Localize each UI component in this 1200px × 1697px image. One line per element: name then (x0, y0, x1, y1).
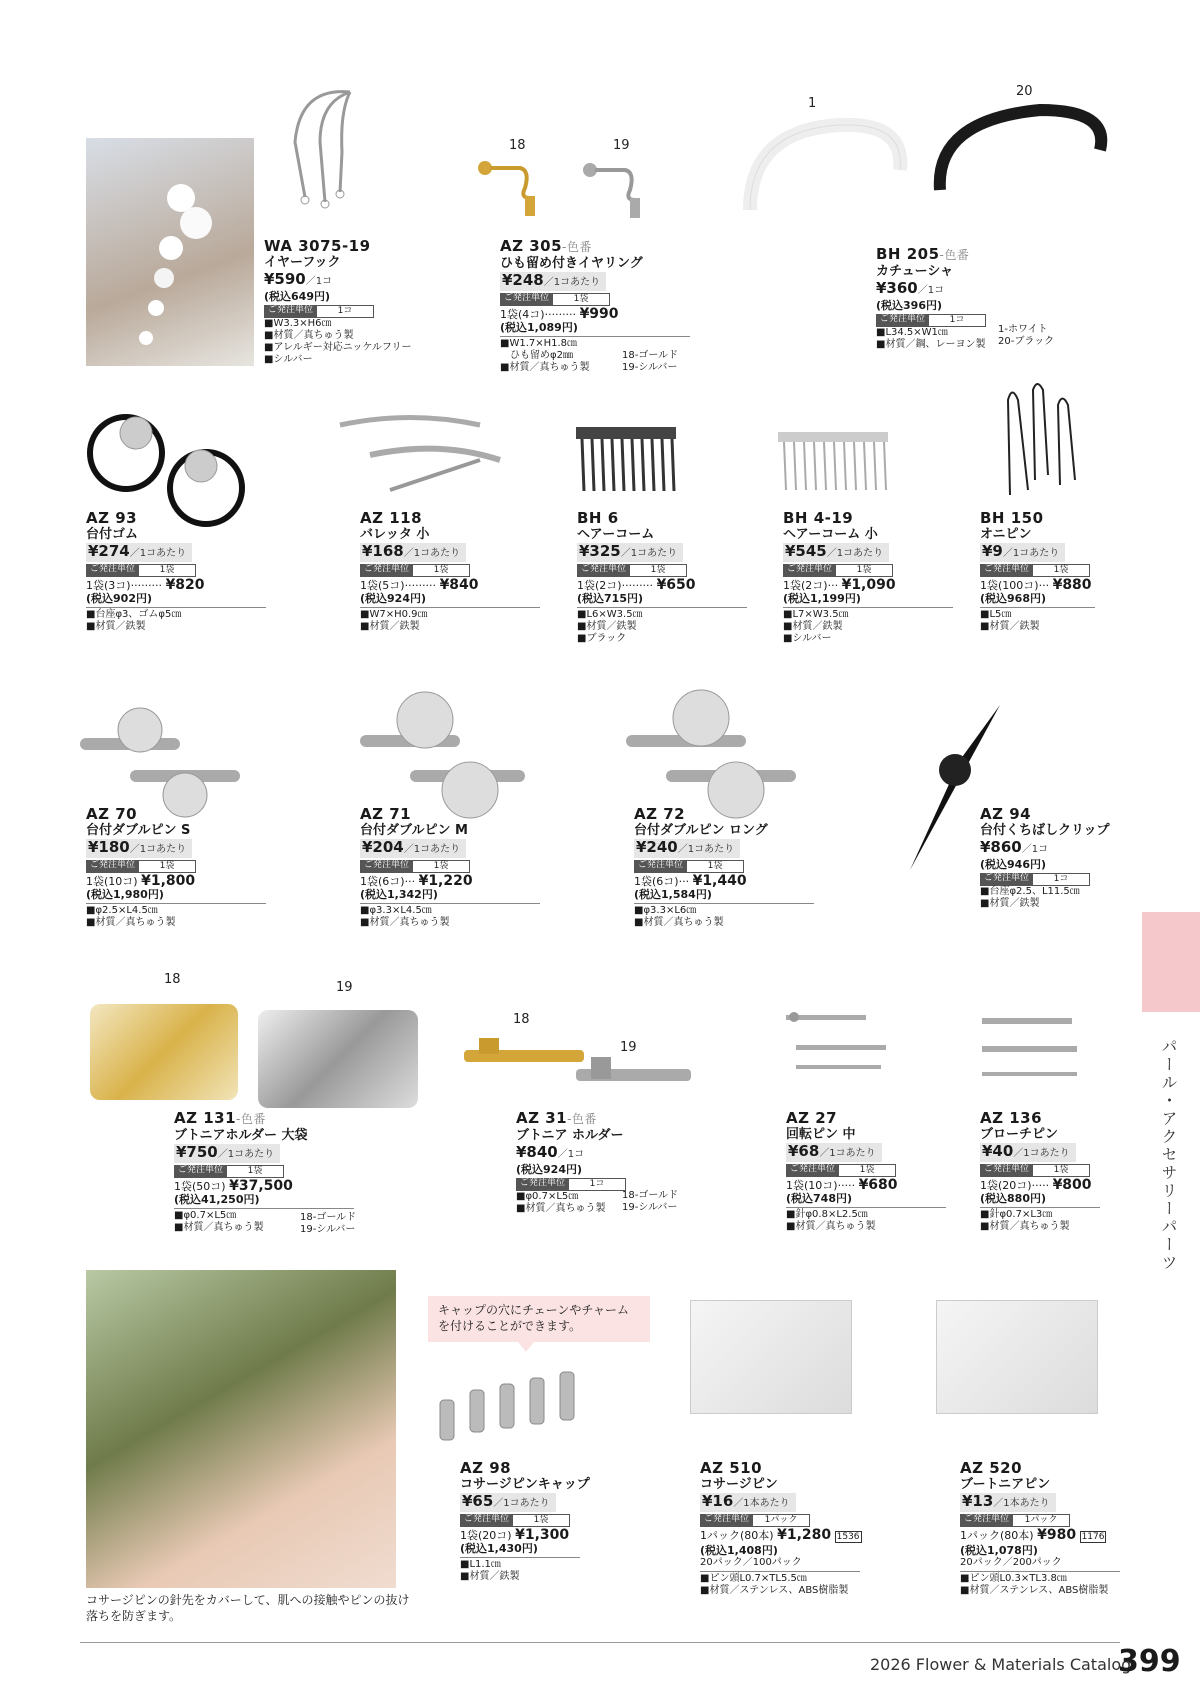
color-option: 18-ゴールド (300, 1212, 357, 1223)
bulk-price: ¥880 (1052, 577, 1092, 593)
spec-2: ■材質／真ちゅう製 (634, 917, 724, 928)
order-unit-label: ご発注単位 (960, 1514, 1013, 1527)
spec-2: ■材質／真ちゅう製 (86, 917, 176, 928)
spec-1: ■W1.7×H1.8㎝ (500, 338, 578, 349)
product-price: ¥750 (176, 1143, 218, 1161)
bulk-qty: 1袋(6コ)··· (634, 875, 690, 888)
spec-3: ■アレルギー対応ニッケルフリー (264, 342, 412, 353)
product-code: AZ 305 (500, 237, 563, 255)
color-option: 1-ホワイト (998, 324, 1048, 335)
bulk-qty: 1袋(20コ) (460, 1529, 512, 1542)
price-unit: ／1コあたり (543, 277, 601, 288)
product-az510 (700, 1460, 920, 1597)
bulk-qty: 1袋(2コ)··· (783, 579, 839, 592)
bulk-price: ¥1,280 (777, 1527, 832, 1543)
product-az305 (500, 238, 730, 374)
tax-price: (税込1,078円) (960, 1544, 1038, 1557)
spec-1: ■φ0.7×L5㎝ (516, 1191, 579, 1202)
bulk-price: ¥1,220 (418, 873, 473, 889)
order-unit-label: ご発注単位 (360, 564, 413, 577)
tax-price: (税込1,980円) (86, 888, 164, 901)
product-code: AZ 510 (700, 1459, 763, 1477)
tax-price: (税込1,089円) (500, 321, 578, 334)
order-unit-value: 1袋 (1033, 1164, 1090, 1177)
corsage-pins-box-photo (690, 1300, 852, 1414)
spec-1: ■φ3.3×L6㎝ (634, 905, 697, 916)
price-unit: ／1コあたり (129, 548, 187, 559)
bulk-price: ¥650 (656, 577, 696, 593)
color-option: 19-シルバー (622, 1202, 678, 1213)
footer-divider (80, 1642, 1120, 1643)
price-unit: ／1コあたり (819, 1148, 876, 1159)
order-unit-value: 1袋 (630, 564, 687, 577)
spec-2: ■材質／鉄製 (980, 621, 1040, 632)
spec-2: ■材質／真ちゅう製 (264, 330, 354, 341)
order-unit-label: ご発注単位 (500, 293, 553, 306)
spec-2: ■材質／真ちゅう製 (360, 917, 450, 928)
ear-hook-illustration (280, 82, 390, 222)
tax-price: (税込1,584円) (634, 888, 712, 901)
rotating-pin-illustration (786, 1005, 896, 1085)
az31-color-label-18: 18 (513, 1012, 530, 1027)
order-unit-label: ご発注単位 (783, 564, 836, 577)
tax-price: (税込1,430円) (460, 1542, 538, 1555)
order-unit-value: 1袋 (553, 293, 610, 306)
bulk-qty: 1袋(10コ) (86, 875, 138, 888)
order-unit-value: 1袋 (227, 1165, 284, 1178)
tax-price: (税込715円) (577, 592, 644, 605)
order-unit-value: 1袋 (687, 860, 744, 873)
price-unit: ／1コあたり (493, 1498, 550, 1509)
boutonniere-holder-gold-illustration (464, 1030, 594, 1070)
product-name: 台付ダブルピン M (360, 823, 468, 838)
order-unit-value: 1袋 (413, 860, 470, 873)
product-code: AZ 31 (516, 1109, 568, 1127)
product-code: AZ 71 (360, 805, 412, 823)
bulk-qty: 1袋(4コ)········· (500, 308, 577, 321)
price-unit: ／1コあたり (403, 844, 461, 855)
spec-1: ■ピン頭L0.3×TL3.8㎝ (960, 1573, 1067, 1584)
boutonniere-holder-silver-bag (258, 1010, 418, 1108)
order-unit-label: ご発注単位 (876, 314, 929, 327)
color-option: 18-ゴールド (622, 350, 679, 361)
order-unit-value: 1コ (1033, 873, 1090, 886)
bulk-qty: 1袋(5コ)········· (360, 579, 437, 592)
spec-2: ■材質／鉄製 (460, 1571, 520, 1582)
product-name: ヘアーコーム 小 (783, 527, 878, 542)
product-name: ブトニア ホルダー (516, 1128, 624, 1143)
order-unit-label: ご発注単位 (86, 860, 139, 873)
bulk-price: ¥1,440 (692, 873, 747, 889)
product-bh6 (577, 510, 777, 645)
product-price: ¥590 (264, 270, 306, 288)
product-code: WA 3075-19 (264, 237, 371, 255)
bulk-tag: 1176 (1081, 1532, 1105, 1542)
az305-color-label-18: 18 (509, 138, 526, 153)
tax-price: (税込41,250円) (174, 1193, 260, 1206)
spec-1: ■L1.1㎝ (460, 1559, 501, 1570)
spec-2: ■材質／鉄製 (783, 621, 843, 632)
tax-price: (税込902円) (86, 592, 153, 605)
price-unit: ／1コあたり (1013, 1148, 1070, 1159)
double-pin-m-illustration (360, 690, 530, 810)
double-pin-long-illustration (626, 690, 796, 810)
tax-price: (税込880円) (980, 1192, 1047, 1205)
pack-options: 20パック／100パック (700, 1557, 802, 1568)
price-unit: ／1コあたり (620, 548, 678, 559)
order-unit-label: ご発注単位 (700, 1514, 753, 1527)
order-unit-label: ご発注単位 (980, 873, 1033, 886)
section-tab (1142, 912, 1200, 1012)
spec-3: ■材質／真ちゅう製 (500, 362, 590, 373)
spec-1: ■L7×W3.5㎝ (783, 609, 849, 620)
spec-1: ■針φ0.8×L2.5㎝ (786, 1209, 868, 1220)
bulk-price: ¥1,800 (141, 873, 196, 889)
order-unit-label: ご発注単位 (980, 1164, 1033, 1177)
pin-cap-illustration (435, 1360, 595, 1450)
bulk-price: ¥840 (439, 577, 479, 593)
spec-1: ■W3.3×H6㎝ (264, 318, 332, 329)
spec-2: ■材質／鉄製 (86, 621, 146, 632)
bulk-price: ¥37,500 (229, 1178, 293, 1194)
bulk-price: ¥1,090 (841, 577, 896, 593)
product-price: ¥65 (462, 1492, 494, 1510)
product-code: BH 6 (577, 509, 619, 527)
product-price: ¥274 (88, 542, 130, 560)
order-unit-label: ご発注単位 (460, 1514, 513, 1527)
order-unit-label: ご発注単位 (264, 305, 317, 318)
spec-3: ■シルバー (783, 633, 832, 644)
tax-price: (税込1,199円) (783, 592, 861, 605)
product-price: ¥240 (636, 838, 678, 856)
section-title: パール・アクセサリーパーツ (1159, 1038, 1178, 1272)
spec-2: ■材質／真ちゅう製 (516, 1203, 606, 1214)
spec-1: ■L34.5×W1㎝ (876, 327, 948, 338)
product-code: AZ 520 (960, 1459, 1023, 1477)
product-code: AZ 94 (980, 805, 1032, 823)
product-price: ¥840 (516, 1143, 558, 1161)
tax-price: (税込396円) (876, 299, 943, 312)
color-option: 18-ゴールド (622, 1190, 679, 1201)
product-price: ¥13 (962, 1492, 994, 1510)
tax-price: (税込924円) (516, 1163, 583, 1176)
headband-white-illustration (740, 110, 920, 250)
product-az94 (980, 806, 1180, 910)
price-unit: ／1コあたり (826, 548, 884, 559)
spec-2: ■材質／ステンレス、ABS樹脂製 (700, 1585, 849, 1596)
spec-1: ■ピン頭L0.7×TL5.5㎝ (700, 1573, 807, 1584)
price-unit: ／1コあたり (217, 1149, 275, 1160)
spec-2: ■材質／鉄製 (577, 621, 637, 632)
tax-price: (税込649円) (264, 290, 331, 303)
product-bh205 (876, 246, 1106, 351)
price-unit: ／1本あたり (733, 1498, 790, 1509)
color-option: 20-ブラック (998, 336, 1055, 347)
bh205-colors (998, 324, 1054, 348)
tax-price: (税込968円) (980, 592, 1047, 605)
product-name: ブトニアホルダー 大袋 (174, 1128, 308, 1143)
order-unit-value: 1コ (569, 1178, 626, 1191)
bh205-color-label-1: 1 (808, 96, 817, 111)
product-price: ¥204 (362, 838, 404, 856)
bh205-color-label-20: 20 (1016, 84, 1033, 99)
price-unit: ／1コあたり (129, 844, 187, 855)
bulk-qty: 1袋(10コ)····· (786, 1179, 856, 1192)
earring-gold-illustration (470, 158, 550, 228)
product-code: AZ 98 (460, 1459, 512, 1477)
product-price: ¥248 (502, 271, 544, 289)
az131-colors (300, 1212, 356, 1236)
barrette-illustration (330, 410, 500, 500)
order-unit-value: 1袋 (413, 564, 470, 577)
price-unit: ／1コあたり (1002, 548, 1060, 559)
color-suffix: -色番 (567, 1112, 597, 1126)
product-code: BH 205 (876, 245, 940, 263)
bulk-tag: 1536 (836, 1532, 860, 1542)
bulk-qty: 1袋(6コ)··· (360, 875, 416, 888)
tax-price: (税込924円) (360, 592, 427, 605)
color-suffix: -色番 (236, 1112, 266, 1126)
product-az27 (786, 1110, 986, 1233)
product-code: AZ 70 (86, 805, 138, 823)
order-unit-label: ご発注単位 (360, 860, 413, 873)
order-unit-value: 1コ (317, 305, 374, 318)
az305-colors (622, 350, 678, 374)
bulk-price: ¥1,300 (515, 1527, 570, 1543)
spec-1: ■針φ0.7×L3㎝ (980, 1209, 1053, 1220)
product-code: BH 150 (980, 509, 1044, 527)
bulk-qty: 1パック(80本) (700, 1529, 774, 1542)
product-price: ¥40 (982, 1142, 1014, 1160)
price-unit: ／1本あたり (993, 1498, 1050, 1509)
spec-2: ■材質／真ちゅう製 (786, 1221, 876, 1232)
product-code: BH 4-19 (783, 509, 854, 527)
order-unit-label: ご発注単位 (634, 860, 687, 873)
bulk-qty: 1袋(20コ)····· (980, 1179, 1050, 1192)
product-price: ¥860 (980, 838, 1022, 856)
tax-price: (税込946円) (980, 858, 1047, 871)
order-unit-value: 1袋 (836, 564, 893, 577)
product-price: ¥545 (785, 542, 827, 560)
product-bh150 (980, 510, 1180, 633)
price-unit: ／1コ (917, 285, 945, 296)
product-name: 回転ピン 中 (786, 1127, 856, 1142)
headband-black-illustration (930, 100, 1120, 240)
hair-comb-black-illustration (574, 425, 684, 495)
spec-1: ■L5㎝ (980, 609, 1012, 620)
product-az520 (960, 1460, 1180, 1597)
order-unit-label: ご発注単位 (174, 1165, 227, 1178)
az131-color-label-19: 19 (336, 980, 353, 995)
product-az71 (360, 806, 560, 929)
product-price: ¥68 (788, 1142, 820, 1160)
product-az118 (360, 510, 560, 633)
bulk-price: ¥990 (579, 306, 619, 322)
bulk-price: ¥980 (1037, 1527, 1077, 1543)
product-name: ヘアーコーム (577, 527, 655, 542)
spec-4: ■シルバー (264, 354, 313, 365)
product-name: イヤーフック (264, 255, 341, 270)
spec-3: ■ブラック (577, 633, 627, 644)
tax-price: (税込748円) (786, 1192, 853, 1205)
spec-2: ■材質／鉄製 (980, 898, 1040, 909)
spec-1: ■φ2.5×L4.5㎝ (86, 905, 158, 916)
product-name: 台付ダブルピン ロング (634, 823, 768, 838)
order-unit-value: 1袋 (139, 564, 196, 577)
product-price: ¥325 (579, 542, 621, 560)
order-unit-value: 1袋 (139, 860, 196, 873)
product-az93 (86, 510, 286, 633)
product-az98 (460, 1460, 660, 1583)
color-option: 19-シルバー (622, 362, 678, 373)
az305-color-label-19: 19 (613, 138, 630, 153)
boutonniere-pins-box-photo (936, 1300, 1098, 1414)
ear-hook-model-photo (86, 138, 254, 366)
order-unit-label: ご発注単位 (86, 564, 139, 577)
product-price: ¥360 (876, 279, 918, 297)
product-name: 台付ゴム (86, 527, 139, 542)
hair-comb-silver-illustration (776, 430, 896, 495)
product-bh4 (783, 510, 983, 645)
price-unit: ／1コ (1021, 844, 1049, 855)
spec-1: ■台座φ3、ゴムφ5㎝ (86, 609, 182, 620)
hair-pin-illustration (1000, 380, 1090, 500)
color-suffix: -色番 (939, 248, 970, 262)
page-number: 399 (1118, 1644, 1181, 1679)
bulk-qty: 1袋(50コ) (174, 1180, 226, 1193)
product-price: ¥180 (88, 838, 130, 856)
brooch-pin-illustration (982, 1010, 1092, 1090)
callout-bubble: キャップの穴にチェーンやチャームを付けることができます。 (428, 1296, 650, 1342)
pack-options: 20パック／200パック (960, 1557, 1062, 1568)
product-name: 台付ダブルピン S (86, 823, 191, 838)
bulk-price: ¥820 (165, 577, 205, 593)
product-code: AZ 118 (360, 509, 423, 527)
product-name: 台付くちばしクリップ (980, 823, 1110, 838)
price-unit: ／1コ (305, 276, 333, 287)
product-name: ブローチピン (980, 1127, 1059, 1142)
color-option: 19-シルバー (300, 1224, 356, 1235)
order-unit-label: ご発注単位 (577, 564, 630, 577)
spec-2: ■材質／鉄製 (360, 621, 420, 632)
price-unit: ／1コあたり (677, 844, 735, 855)
product-name: バレッタ 小 (360, 527, 430, 542)
product-az131 (174, 1110, 404, 1234)
spec-2: ■材質／ステンレス、ABS樹脂製 (960, 1585, 1109, 1596)
spec-1: ■φ0.7×L5㎝ (174, 1210, 237, 1221)
product-price: ¥9 (982, 542, 1003, 560)
product-name: コサージピンキャップ (460, 1477, 590, 1492)
spec-2: ■材質／鋼、レーヨン製 (876, 339, 986, 350)
order-unit-value: 1パック (1013, 1514, 1070, 1527)
bulk-qty: 1袋(100コ)··· (980, 579, 1050, 592)
order-unit-value: 1袋 (1033, 564, 1090, 577)
order-unit-value: 1袋 (839, 1164, 896, 1177)
order-unit-value: 1袋 (513, 1514, 570, 1527)
order-unit-label: ご発注単位 (786, 1164, 839, 1177)
product-price: ¥16 (702, 1492, 734, 1510)
order-unit-label: ご発注単位 (516, 1178, 569, 1191)
product-az70 (86, 806, 286, 929)
color-suffix: -色番 (562, 240, 592, 254)
product-name: コサージピン (700, 1477, 778, 1492)
product-name: ブートニアピン (960, 1477, 1051, 1492)
spec-1: ■L6×W3.5㎝ (577, 609, 643, 620)
product-code: AZ 93 (86, 509, 138, 527)
order-unit-label: ご発注単位 (980, 564, 1033, 577)
corsage-pin-hands-photo (86, 1270, 396, 1588)
tax-price: (税込1,342円) (360, 888, 438, 901)
product-code: AZ 72 (634, 805, 686, 823)
product-name: ひも留め付きイヤリング (500, 256, 643, 271)
order-unit-value: 1コ (929, 314, 986, 327)
product-wa3075 (264, 238, 464, 366)
product-price: ¥168 (362, 542, 404, 560)
product-az72 (634, 806, 834, 929)
double-pin-s-illustration (80, 700, 250, 810)
product-name: オニピン (980, 527, 1032, 542)
price-unit: ／1コあたり (403, 548, 461, 559)
az31-colors (622, 1190, 678, 1214)
spec-1: ■φ3.3×L4.5㎝ (360, 905, 432, 916)
product-code: AZ 136 (980, 1109, 1043, 1127)
bulk-qty: 1袋(3コ)········· (86, 579, 163, 592)
spec-1: ■W7×H0.9㎝ (360, 609, 428, 620)
catalog-title: 2026 Flower & Materials Catalog (870, 1655, 1132, 1674)
tax-price: (税込1,408円) (700, 1544, 778, 1557)
spec-2: ひも留めφ2㎜ (500, 350, 573, 361)
bulk-qty: 1袋(2コ)········· (577, 579, 654, 592)
spec-1: ■台座φ2.5、L11.5㎝ (980, 886, 1080, 897)
product-code: AZ 131 (174, 1109, 237, 1127)
bulk-price: ¥800 (1052, 1177, 1092, 1193)
order-unit-value: 1パック (753, 1514, 810, 1527)
photo-caption: コサージピンの針先をカバーして、肌への接触やピンの抜け落ちを防ぎます。 (86, 1593, 410, 1623)
bulk-qty: 1パック(80本) (960, 1529, 1034, 1542)
spec-2: ■材質／真ちゅう製 (174, 1222, 264, 1233)
boutonniere-holder-gold-bag (90, 1004, 238, 1100)
earring-silver-illustration (580, 158, 660, 228)
bulk-price: ¥680 (858, 1177, 898, 1193)
spec-2: ■材質／真ちゅう製 (980, 1221, 1070, 1232)
price-unit: ／1コ (557, 1149, 585, 1160)
az131-color-label-18: 18 (164, 972, 181, 987)
az31-color-label-19: 19 (620, 1040, 637, 1055)
boutonniere-holder-silver-illustration (576, 1055, 696, 1095)
product-name: カチューシャ (876, 264, 954, 279)
product-code: AZ 27 (786, 1109, 838, 1127)
